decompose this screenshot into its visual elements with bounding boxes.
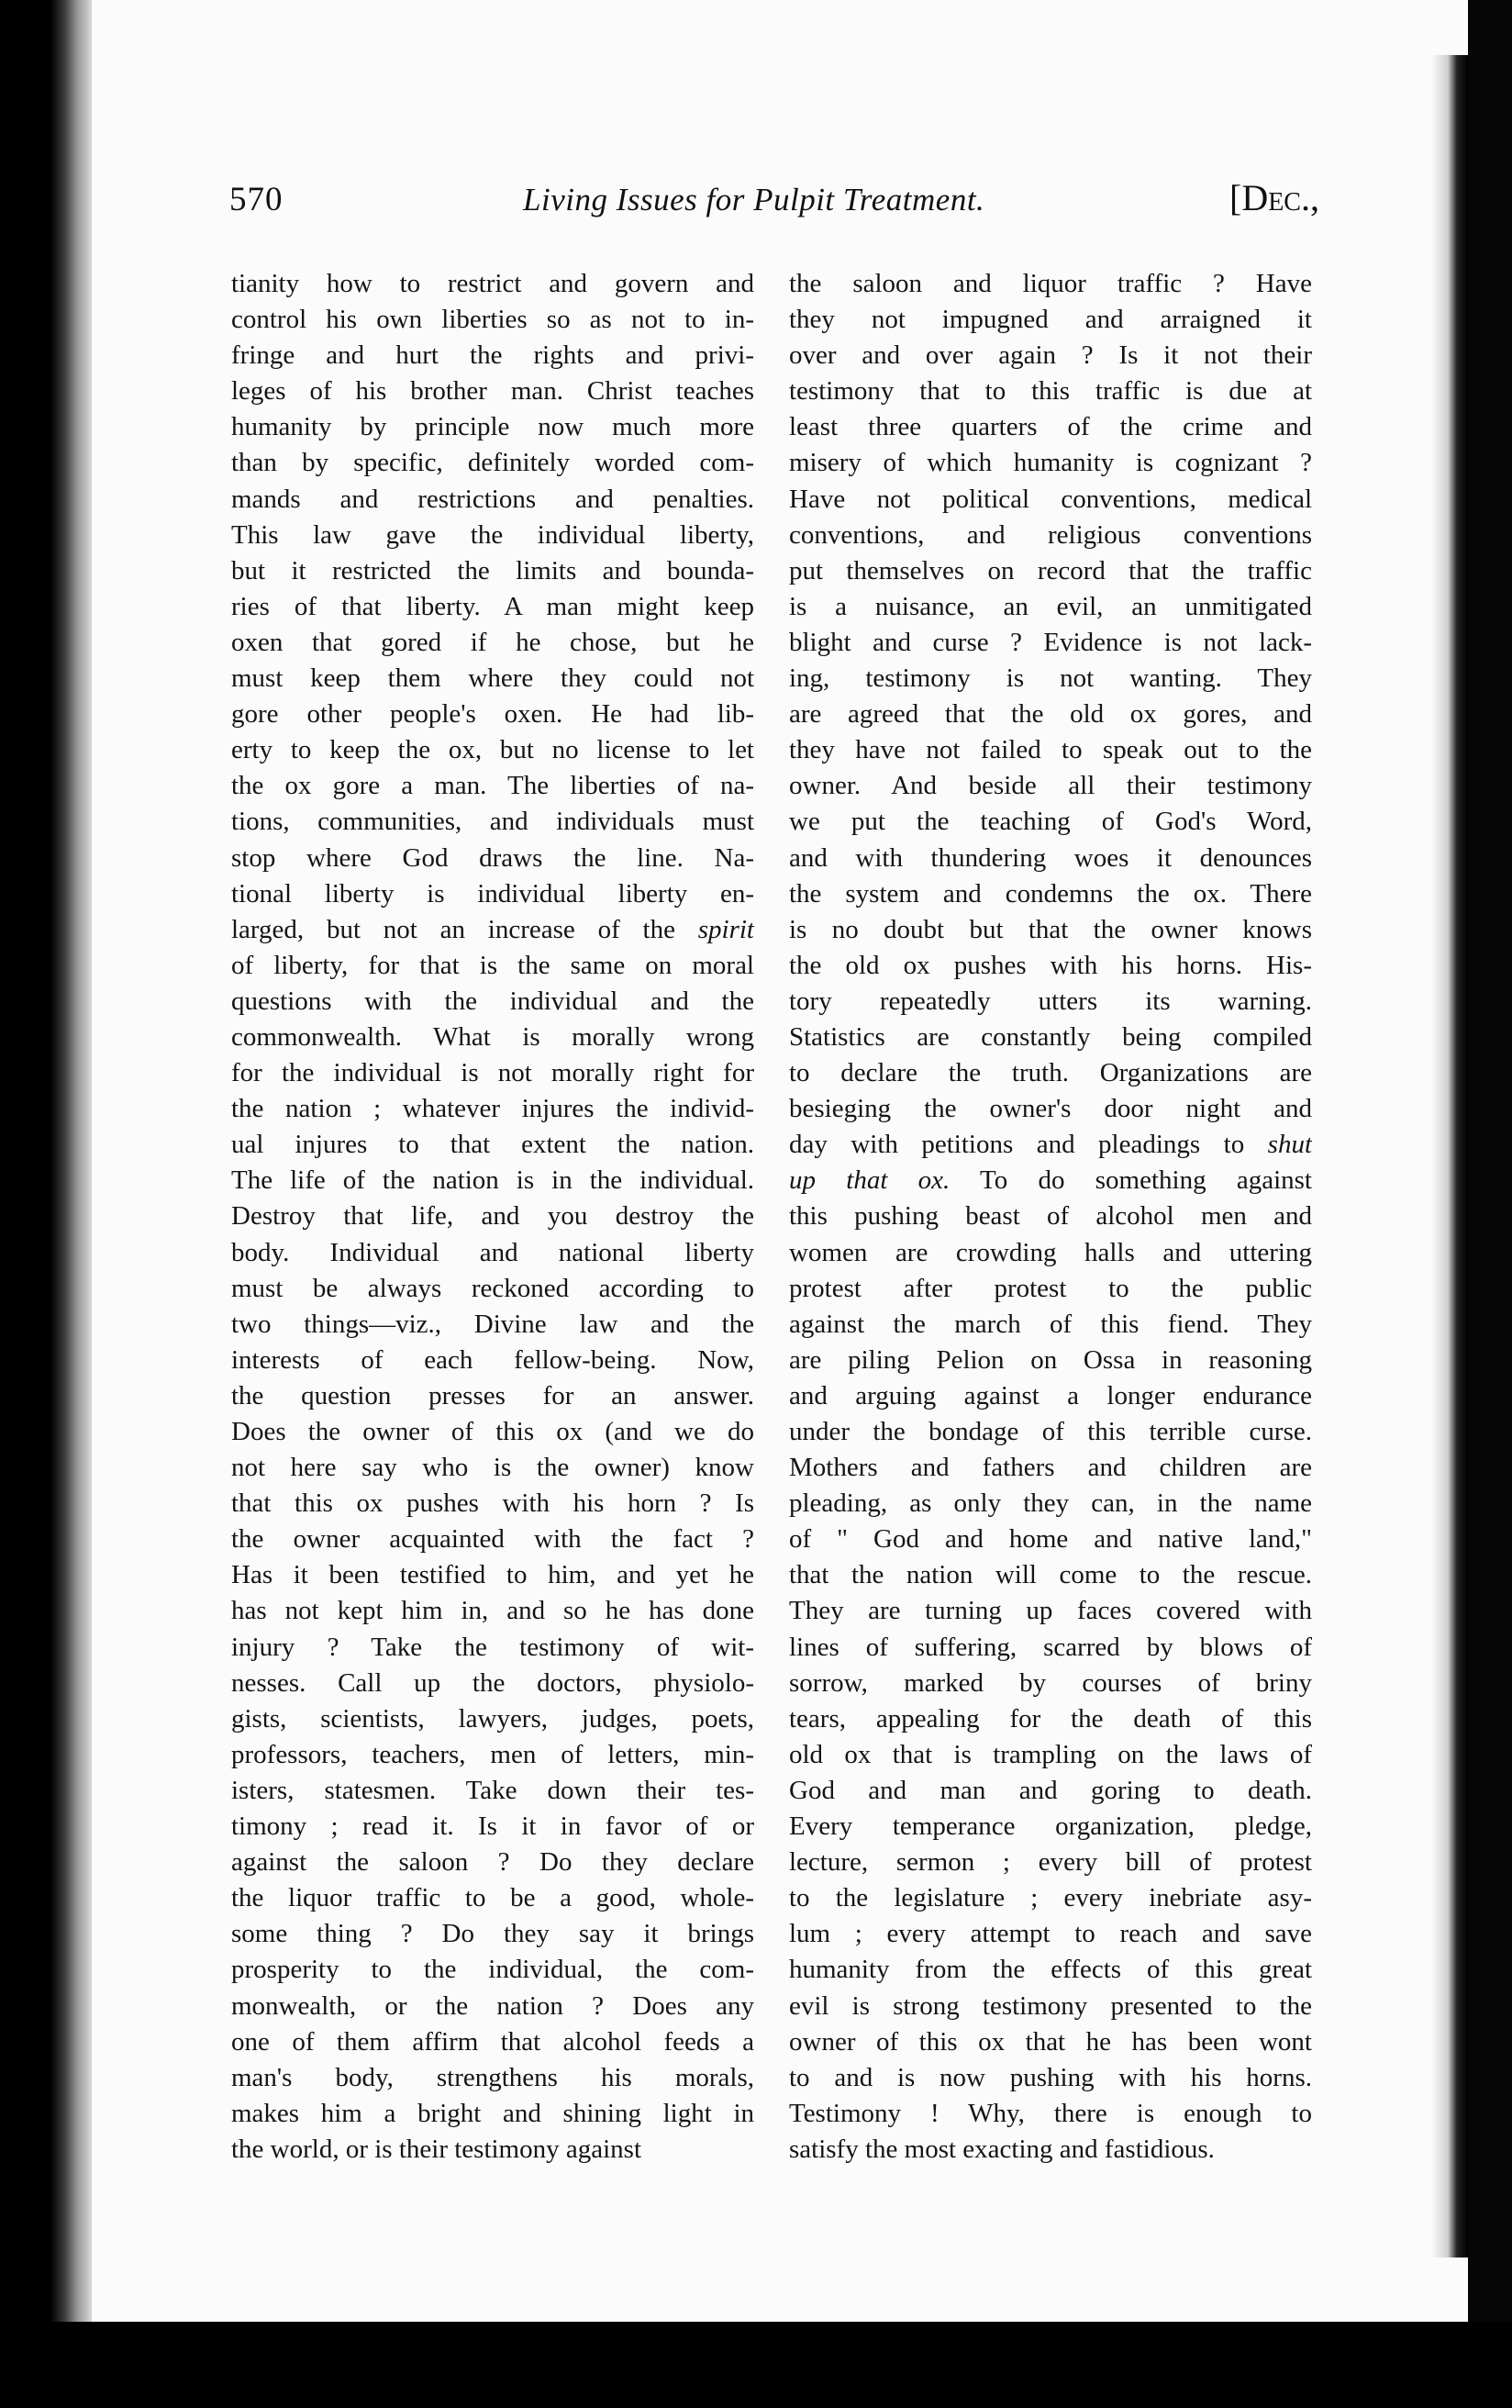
text-line: tional liberty is individual liberty en- <box>231 878 754 909</box>
text-line: timony ; read it. Is it in favor of or <box>231 1812 754 1842</box>
text-line: This law gave the individual liberty, <box>231 519 754 550</box>
text-line: interests of each fellow-being. Now, <box>231 1344 754 1375</box>
text-line: professors, teachers, men of letters, min- <box>231 1739 754 1769</box>
text-line: commonwealth. What is morally wrong <box>231 1021 754 1052</box>
text-line: body. Individual and national liberty <box>231 1237 754 1267</box>
text-line: one of them affirm that alcohol feeds a <box>231 2026 754 2057</box>
text-line: prosperity to the individual, the com- <box>231 1955 754 1985</box>
text-line: are piling Pelion on Ossa in reasoning <box>789 1344 1312 1375</box>
text-line: Destroy that life, and you destroy the <box>231 1201 754 1232</box>
text-line: Every temperance organization, pledge, <box>789 1812 1312 1842</box>
text-line: the world, or is their testimony against <box>231 2134 642 2164</box>
text-line: the system and condemns the ox. There <box>789 878 1312 909</box>
text-line: larged, but not an increase of the spirit <box>231 914 754 944</box>
text-line: mands and restrictions and penalties. <box>231 484 754 514</box>
text-line: fringe and hurt the rights and privi- <box>231 340 754 371</box>
text-line: the ox gore a man. The liberties of na- <box>231 771 754 801</box>
text-line: they not impugned and arraigned it <box>789 305 1312 335</box>
text-line: the saloon and liquor traffic ? Have <box>789 269 1312 298</box>
left-text-column <box>231 266 754 2168</box>
text-line: the question presses for an answer. <box>231 1380 754 1410</box>
text-line: tions, communities, and individuals must <box>231 807 754 837</box>
scan-left-margin <box>0 0 101 2408</box>
text-line: misery of which humanity is cognizant ? <box>789 448 1312 478</box>
text-line: up that ox. To do something against <box>789 1165 1312 1196</box>
text-line: of " God and home and native land," <box>789 1524 1312 1555</box>
text-line: under the bondage of this terrible curse. <box>789 1417 1312 1446</box>
text-line: is no doubt but that the owner knows <box>789 914 1312 944</box>
text-line: than by specific, definitely worded com- <box>231 448 754 478</box>
text-line: Statistics are constantly being compiled <box>789 1021 1312 1052</box>
text-line: and arguing against a longer endurance <box>789 1380 1312 1410</box>
text-line: questions with the individual and the <box>231 986 754 1016</box>
text-line: the liquor traffic to be a good, whole- <box>231 1883 754 1913</box>
text-line: and with thundering woes it denounces <box>789 842 1312 873</box>
text-line: two things—viz., Divine law and the <box>231 1309 754 1339</box>
text-line: they have not failed to speak out to the <box>789 735 1312 765</box>
text-line: injury ? Take the testimony of wit- <box>231 1632 754 1662</box>
text-line: sorrow, marked by courses of briny <box>789 1667 1312 1698</box>
text-line: against the saloon ? Do they declare <box>231 1847 754 1878</box>
text-line: old ox that is trampling on the laws of <box>789 1739 1312 1769</box>
text-line: testimony that to this traffic is due at <box>789 376 1312 407</box>
text-line: oxen that gored if he chose, but he <box>231 627 754 657</box>
text-line: gore other people's oxen. He had lib- <box>231 699 754 730</box>
text-line: the nation ; whatever injures the individ- <box>231 1094 754 1124</box>
text-line: protest after protest to the public <box>789 1273 1312 1303</box>
text-line: makes him a bright and shining light in <box>231 2098 754 2128</box>
facing-page-edge <box>1431 55 1468 2258</box>
text-line: to the legislature ; every inebriate asy- <box>789 1883 1312 1913</box>
text-line: against the march of this fiend. They <box>789 1309 1312 1339</box>
text-line: ries of that liberty. A man might keep <box>231 591 754 621</box>
text-line: stop where God draws the line. Na- <box>231 842 754 873</box>
text-line: the owner acquainted with the fact ? <box>231 1524 754 1555</box>
text-line: humanity by principle now much more <box>231 412 754 442</box>
text-line: that the nation will come to the rescue. <box>789 1560 1312 1590</box>
text-line: Have not political conventions, medical <box>789 484 1312 514</box>
text-line: ual injures to that extent the nation. <box>231 1130 754 1160</box>
text-line: over and over again ? Is it not their <box>789 340 1312 371</box>
page-number: 570 <box>229 181 284 218</box>
scan-bottom-margin <box>0 2322 1512 2408</box>
text-line: tears, appealing for the death of this <box>789 1703 1312 1734</box>
running-header <box>229 174 1330 239</box>
text-line: gists, scientists, lawyers, judges, poets, <box>231 1703 754 1734</box>
text-line: we put the teaching of God's Word, <box>789 807 1312 837</box>
right-text-column <box>789 266 1312 2168</box>
text-line: besieging the owner's door night and <box>789 1094 1312 1124</box>
text-line: some thing ? Do they say it brings <box>231 1919 754 1949</box>
text-line: this pushing beast of alcohol men and <box>789 1201 1312 1232</box>
text-line: but it restricted the limits and bounda- <box>231 555 754 585</box>
text-line: leges of his brother man. Christ teaches <box>231 376 754 407</box>
text-line: man's body, strengthens his morals, <box>231 2062 754 2092</box>
text-line: the old ox pushes with his horns. His- <box>789 950 1312 980</box>
text-line: The life of the nation is in the individual. <box>231 1165 754 1196</box>
text-line: for the individual is not morally right for <box>231 1058 754 1088</box>
text-line: monwealth, or the nation ? Does any <box>231 1990 754 2021</box>
text-line: They are turning up faces covered with <box>789 1596 1312 1626</box>
issue-date: [Dec., <box>1229 177 1319 218</box>
text-line: God and man and goring to death. <box>789 1775 1312 1805</box>
text-line: erty to keep the ox, but no license to let <box>231 735 754 765</box>
text-line: lecture, sermon ; every bill of protest <box>789 1847 1312 1878</box>
text-line: humanity from the effects of this great <box>789 1955 1312 1985</box>
text-line: owner. And beside all their testimony <box>789 771 1312 801</box>
text-line: lines of suffering, scarred by blows of <box>789 1632 1312 1662</box>
text-line: blight and curse ? Evidence is not lack- <box>789 627 1312 657</box>
text-line: control his own liberties so as not to in- <box>231 305 754 335</box>
text-line: ing, testimony is not wanting. They <box>789 663 1312 694</box>
text-line: is a nuisance, an evil, an unmitigated <box>789 591 1312 621</box>
text-line: women are crowding halls and uttering <box>789 1237 1312 1267</box>
text-line: Mothers and fathers and children are <box>789 1453 1312 1483</box>
text-line: conventions, and religious conventions <box>789 519 1312 550</box>
text-line: least three quarters of the crime and <box>789 412 1312 442</box>
running-title: Living Issues for Pulpit Treatment. <box>523 182 985 217</box>
text-line: are agreed that the old ox gores, and <box>789 699 1312 730</box>
text-line: owner of this ox that he has been wont <box>789 2026 1312 2057</box>
text-line: lum ; every attempt to reach and save <box>789 1919 1312 1949</box>
text-line: tory repeatedly utters its warning. <box>789 986 1312 1016</box>
text-line: evil is strong testimony presented to the <box>789 1990 1312 2021</box>
text-line: has not kept him in, and so he has done <box>231 1596 754 1626</box>
text-line: tianity how to restrict and govern and <box>231 269 754 298</box>
text-line: satisfy the most exacting and fastidious. <box>789 2134 1215 2164</box>
text-line: Testimony ! Why, there is enough to <box>789 2098 1312 2128</box>
text-line: must keep them where they could not <box>231 663 754 694</box>
text-line: pleading, as only they can, in the name <box>789 1488 1312 1519</box>
text-line: isters, statesmen. Take down their tes- <box>231 1775 754 1805</box>
text-line: of liberty, for that is the same on moral <box>231 950 754 980</box>
text-line: put themselves on record that the traffic <box>789 555 1312 585</box>
text-line: Has it been testified to him, and yet he <box>231 1560 754 1590</box>
text-line: must be always reckoned according to <box>231 1273 754 1303</box>
text-line: day with petitions and pleadings to shut <box>789 1130 1312 1160</box>
text-line: to and is now pushing with his horns. <box>789 2062 1312 2092</box>
text-line: Does the owner of this ox (and we do <box>231 1417 754 1446</box>
text-line: nesses. Call up the doctors, physiolo- <box>231 1667 754 1698</box>
text-line: to declare the truth. Organizations are <box>789 1058 1312 1088</box>
text-line: not here say who is the owner) know <box>231 1453 754 1483</box>
text-line: that this ox pushes with his horn ? Is <box>231 1488 754 1519</box>
scan-right-margin <box>1468 0 1512 2408</box>
